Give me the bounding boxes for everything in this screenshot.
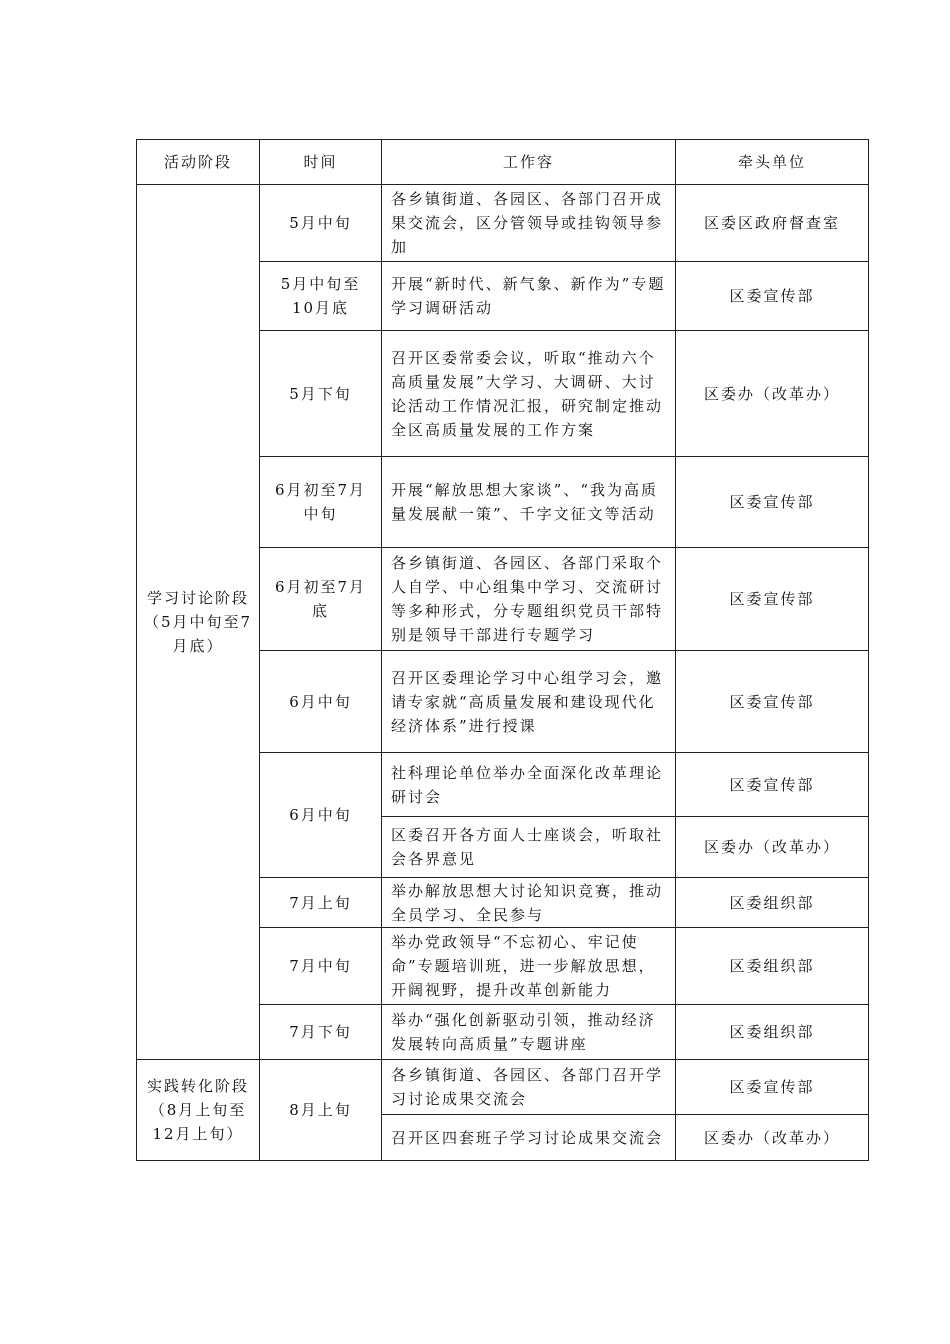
row-content: 召开区四套班子学习讨论成果交流会 (382, 1115, 676, 1161)
table-row (137, 1060, 869, 1115)
row-content: 举办党政领导“不忘初心、牢记使命”专题培训班，进一步解放思想，开阔视野，提升改革创新能力 (382, 928, 676, 1005)
row-time: 7月下旬 (260, 1005, 382, 1060)
row-content: 各乡镇街道、各园区、各部门召开成果交流会，区分管领导或挂钩领导参加 (382, 185, 676, 262)
row-unit: 区委宣传部 (676, 1060, 869, 1115)
row-unit: 区委组织部 (676, 1005, 869, 1060)
row-time: 5月中旬至10月底 (260, 262, 382, 331)
row-content: 开展“解放思想大家谈”、“我为高质量发展献一策”、千字文征文等活动 (382, 457, 676, 548)
row-unit: 区委区政府督查室 (676, 185, 869, 262)
row-content: 各乡镇街道、各园区、各部门召开学习讨论成果交流会 (382, 1060, 676, 1115)
table-row (137, 185, 869, 262)
row-unit: 区委宣传部 (676, 548, 869, 651)
row-unit: 区委宣传部 (676, 651, 869, 753)
row-time: 6月中旬 (260, 651, 382, 753)
row-time: 7月中旬 (260, 928, 382, 1005)
row-time: 6月初至7月底 (260, 548, 382, 651)
row-content: 区委召开各方面人士座谈会，听取社会各界意见 (382, 817, 676, 878)
row-content: 各乡镇街道、各园区、各部门采取个人自学、中心组集中学习、交流研讨等多种形式，分专题组织党员干部特别是领导干部进行专题学习 (382, 548, 676, 651)
table-header-row (137, 140, 869, 185)
stage-study: 学习讨论阶段（5月中旬至7月底） (137, 185, 260, 1060)
row-time: 6月中旬 (260, 753, 382, 878)
header-lead-unit: 牵头单位 (676, 140, 869, 185)
header-content: 工作容 (382, 140, 676, 185)
stage-practice: 实践转化阶段（8月上旬至12月上旬） (137, 1060, 260, 1161)
header-stage: 活动阶段 (137, 140, 260, 185)
row-time: 5月下旬 (260, 331, 382, 457)
row-content: 社科理论单位举办全面深化改革理论研讨会 (382, 753, 676, 817)
row-content: 召开区委常委会议，听取“推动六个高质量发展”大学习、大调研、大讨论活动工作情况汇报，研究制定推动全区高质量发展的工作方案 (382, 331, 676, 457)
row-unit: 区委办（改革办） (676, 817, 869, 878)
activity-schedule-table (136, 139, 869, 1161)
row-content: 开展“新时代、新气象、新作为”专题学习调研活动 (382, 262, 676, 331)
row-time: 8月上旬 (260, 1060, 382, 1161)
row-content: 举办解放思想大讨论知识竞赛，推动全员学习、全民参与 (382, 878, 676, 928)
row-unit: 区委宣传部 (676, 262, 869, 331)
row-unit: 区委组织部 (676, 928, 869, 1005)
row-content: 举办“强化创新驱动引领，推动经济发展转向高质量”专题讲座 (382, 1005, 676, 1060)
header-time: 时间 (260, 140, 382, 185)
row-time: 6月初至7月中旬 (260, 457, 382, 548)
row-unit: 区委办（改革办） (676, 331, 869, 457)
row-unit: 区委办（改革办） (676, 1115, 869, 1161)
row-time: 7月上旬 (260, 878, 382, 928)
row-content: 召开区委理论学习中心组学习会，邀请专家就“高质量发展和建设现代化经济体系”进行授课 (382, 651, 676, 753)
row-unit: 区委组织部 (676, 878, 869, 928)
row-unit: 区委宣传部 (676, 457, 869, 548)
row-unit: 区委宣传部 (676, 753, 869, 817)
row-time: 5月中旬 (260, 185, 382, 262)
